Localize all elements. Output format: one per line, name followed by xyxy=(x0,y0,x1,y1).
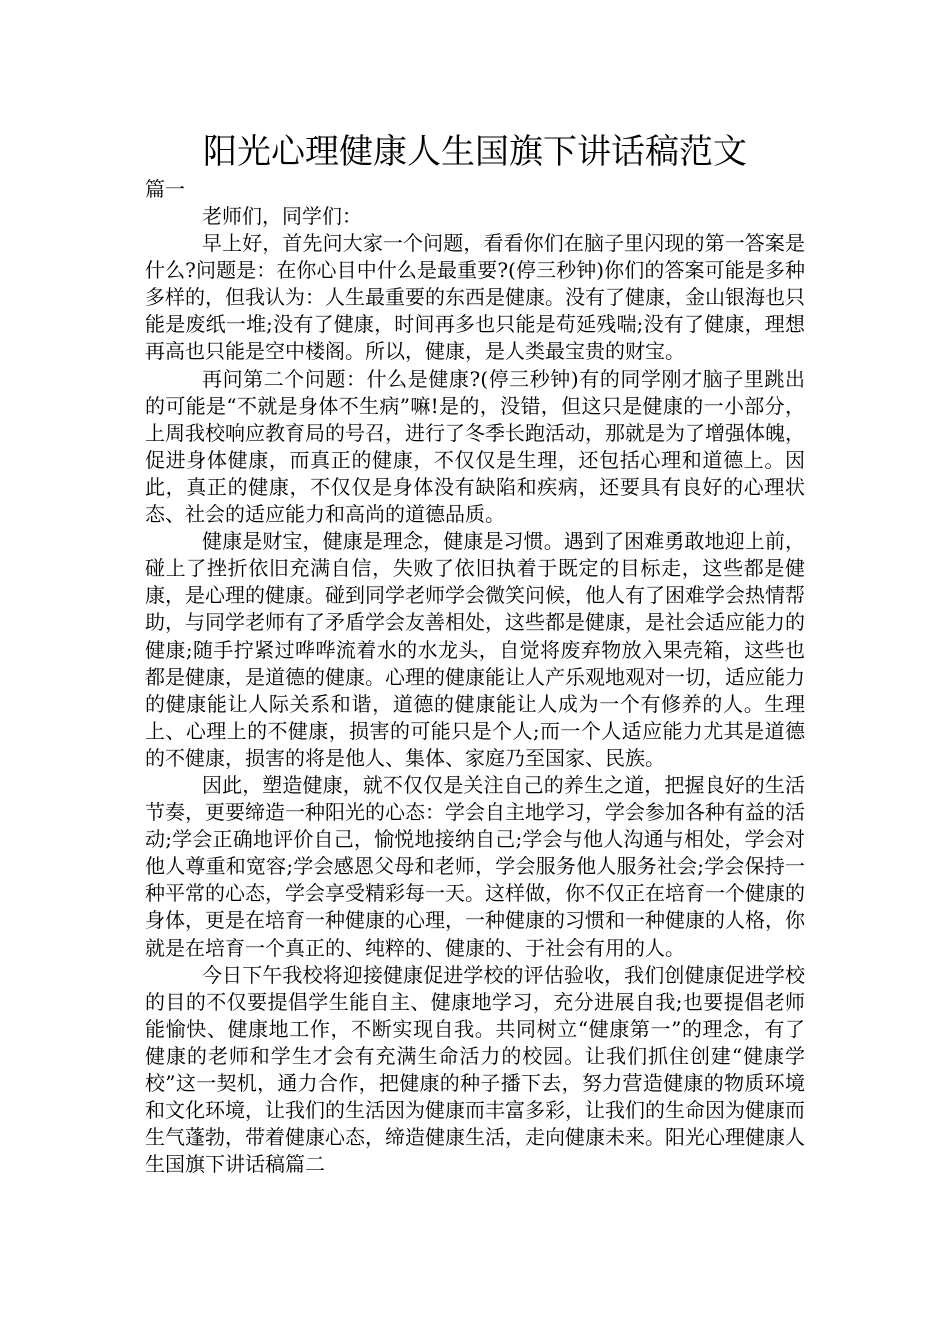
paragraph-1: 早上好，首先问大家一个问题，看看你们在脑子里闪现的第一答案是什么?问题是：在你心目中什么是最重要?(停三秒钟)你们的答案可能是多种多样的，但我认为：人生最重要的东西是健康。没有了健康，金山银海也只能是废纸一堆;没有了健康，时间再多也只能是苟延残喘;没有了健康，理想再高也只能是空中楼阁。所以，健康，是人类最宝贵的财宝。 xyxy=(145,231,805,364)
document-page xyxy=(145,128,805,1178)
paragraph-5: 今日下午我校将迎接健康促进学校的评估验收，我们创健康促进学校的目的不仅要提倡学生能自主、健康地学习，充分进展自我;也要提倡老师能愉快、健康地工作，不断实现自我。共同树立“健康第一”的理念，有了健康的老师和学生才会有充满生命活力的校园。让我们抓住创建“健康学校”这一契机，通力合作，把健康的种子播下去，努力营造健康的物质环境和文化环境，让我们的生活因为健康而丰富多彩，让我们的生命因为健康而生气蓬勃，带着健康心态，缔造健康生活，走向健康未来。阳光心理健康人生国旗下讲话稿篇二 xyxy=(145,962,805,1177)
paragraph-4: 因此，塑造健康，就不仅仅是关注自己的养生之道，把握良好的生活节奏，更要缔造一种阳光的心态：学会自主地学习，学会参加各种有益的活动;学会正确地评价自己，愉悦地接纳自己;学会与他人沟通与相处，学会对他人尊重和宽容;学会感恩父母和老师，学会服务他人服务社会;学会保持一种平常的心态，学会享受精彩每一天。这样做，你不仅正在培育一个健康的身体，更是在培育一种健康的心理，一种健康的习惯和一种健康的人格，你就是在培育一个真正的、纯粹的、健康的、于社会有用的人。 xyxy=(145,772,805,960)
paragraph-2: 再问第二个问题：什么是健康?(停三秒钟)有的同学刚才脑子里跳出的可能是“不就是身体不生病”嘛!是的，没错，但这只是健康的一小部分，上周我校响应教育局的号召，进行了冬季长跑活动，那就是为了增强体魄，促进身体健康，而真正的健康，不仅仅是生理，还包括心理和道德上。因此，真正的健康，不仅仅是身体没有缺陷和疾病，还要具有良好的心理状态、社会的适应能力和高尚的道德品质。 xyxy=(145,366,805,527)
section-label: 篇一 xyxy=(145,177,185,201)
paragraph-greeting: 老师们，同学们： xyxy=(202,204,362,228)
document-title: 阳光心理健康人生国旗下讲话稿范文 xyxy=(203,132,747,172)
paragraph-3: 健康是财宝，健康是理念，健康是习惯。遇到了困难勇敢地迎上前，碰上了挫折依旧充满自信，失败了依旧执着于既定的目标走，这些都是健康，是心理的健康。碰到同学老师学会微笑问候，他人有了困难学会热情帮助，与同学老师有了矛盾学会友善相处，这些都是健康，是社会适应能力的健康;随手拧紧过哗哗流着水的水龙头，自觉将废弃物放入果壳箱，这些也都是健康，是道德的健康。心理的健康能让人产乐观地观对一切，适应能力的健康能让人际关系和谐，道德的健康能让人成为一个有修养的人。生理上、心理上的不健康，损害的可能只是个人;而一个人适应能力尤其是道德的不健康，损害的将是他人、集体、家庭乃至国家、民族。 xyxy=(145,529,805,770)
